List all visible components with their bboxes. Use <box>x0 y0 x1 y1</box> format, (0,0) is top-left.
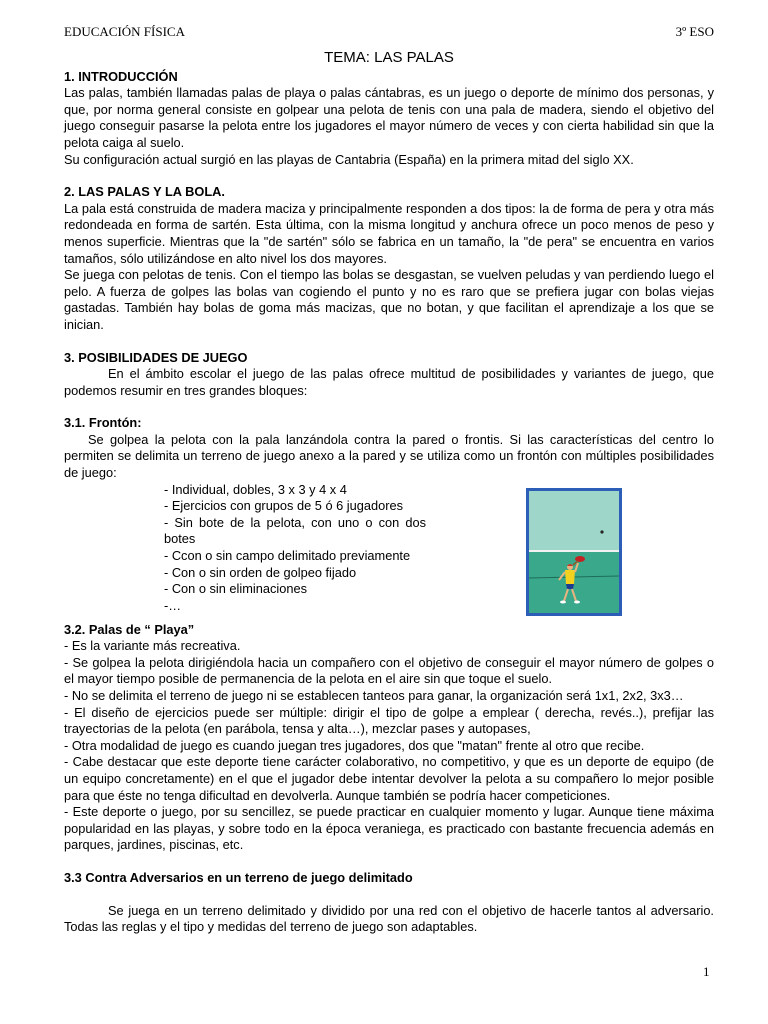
list-item: - Cabe destacar que este deporte tiene carácter colaborativo, no competitivo, y que es un deporte de equipo (de un equipo concretamente) en el que el jugador debe intentar devolver la pelota a su compañero lo mejor posible para que éste no tenga dificultad en devolverla. Aunque también se podría hacer competiciones. <box>64 754 714 803</box>
list-item: - Se golpea la pelota dirigiéndola hacia un compañero con el objetivo de conseguir el mayor número de golpes o el mayor tiempo posible de permanencia de la pelota en el aire sin que toque el suelo. <box>64 654 714 687</box>
section-3-3-paragraph: Se juega en un terreno delimitado y dividido por una red con el objetivo de hacerle tantos al adversario. Todas las reglas y el tipo y medidas del terreno de juego son adaptables. <box>64 902 714 935</box>
fronton-options-block <box>64 482 714 622</box>
list-item: - El diseño de ejercicios puede ser múltiple: dirigir el tipo de golpe a emplear ( derecha, revés..), prefijar las trayectorias de la pelota (en parábola, tensa y alta…), mezclar pases y autopases, <box>64 704 714 737</box>
page-header <box>64 20 714 44</box>
section-3-2-heading: 3.2. Palas de “ Playa” <box>64 621 195 637</box>
section-2-paragraph-1: La pala está construida de madera maciza y principalmente responden a dos tipos: la de forma de pera y otra más redondeada en forma de sartén. Esta última, con la misma longitud y anchura ofrece un poco menos de peso y menos superficie. Mientras que la "de sartén" sólo se fabrica en un tamaño, la "de pera" se encuentra en varios tamaños, sólo utilizándose en alto nivel los dos mayores. <box>64 200 714 266</box>
section-3-1-paragraph: Se golpea la pelota con la pala lanzándola contra la pared o frontis. Si las características del centro lo permiten se delimita un terreno de juego anexo a la pared y se utiliza como un frontón con múltiples posibilidades de juego: <box>64 431 714 481</box>
header-subject: EDUCACIÓN FÍSICA <box>64 23 185 39</box>
section-1-paragraph-1: Las palas, también llamadas palas de playa o palas cántabras, es un juego o deporte de mínimo dos personas, y que, por norma general consiste en golpear una pelota de tenis con una pala de madera, siendo el objetivo del juego conseguir pasarse la pelota entre los jugadores el mayor número de veces y con cierta habilidad sin que la pelota caiga al suelo. <box>64 85 714 150</box>
list-item: - Con o sin orden de golpeo fijado <box>164 564 357 580</box>
section-2-paragraph-2: Se juega con pelotas de tenis. Con el tiempo las bolas se desgastan, se vuelven peludas y van perdiendo luego el pelo. A fuerza de golpes las bolas van cogiendo el punto y no es raro que se prefiera jugar con bolas viejas gastadas. También hay bolas de goma más macizas, que no botan, y que facilitan el aprendizaje a los que se inician. <box>64 267 714 332</box>
section-3-paragraph: En el ámbito escolar el juego de las palas ofrece multitud de posibilidades y variantes de juego, que podemos resumir en tres grandes bloques: <box>64 366 714 398</box>
list-item: - Este deporte o juego, por su sencillez, se puede practicar en cualquier momento y lugar. Aunque tiene máxima popularidad en las playas, y sobre todo en la época veraniega, es practicado con bastante frecuencia además en parques, jardines, piscinas, etc. <box>64 804 714 853</box>
list-item: - Ccon o sin campo delimitado previamente <box>164 548 411 564</box>
list-item: - Ejercicios con grupos de 5 ó 6 jugadores <box>164 498 404 514</box>
section-3-3-heading: 3.3 Contra Adversarios en un terreno de juego delimitado <box>64 869 413 885</box>
header-course: 3º ESO <box>675 23 714 39</box>
fronton-player-illustration <box>526 488 622 616</box>
document-title: TEMA: LAS PALAS <box>324 49 454 66</box>
list-item: - Otra modalidad de juego es cuando juegan tres jugadores, dos que "matan" frente al otro que recibe. <box>64 737 645 753</box>
document-page <box>64 20 714 936</box>
section-2-heading: 2. LAS PALAS Y LA BOLA. <box>64 184 225 200</box>
list-item: - Individual, dobles, 3 x 3 y 4 x 4 <box>164 481 347 497</box>
page-number: 1 <box>703 964 710 979</box>
list-item: - Sin bote de la pelota, con uno o con dos botes <box>164 514 426 547</box>
list-item: -… <box>164 597 182 613</box>
list-item: - Con o sin eliminaciones <box>164 581 307 597</box>
section-3-heading: 3. POSIBILIDADES DE JUEGO <box>64 349 248 365</box>
section-1-paragraph-2: Su configuración actual surgió en las playas de Cantabria (España) en la primera mitad del siglo XX. <box>64 151 634 167</box>
fronton-options-list <box>164 482 426 615</box>
section-1-heading: 1. INTRODUCCIÓN <box>64 68 178 84</box>
list-item: - No se delimita el terreno de juego ni se establecen tanteos para ganar, la organización será 1x1, 2x2, 3x3… <box>64 688 684 704</box>
list-item: - Es la variante más recreativa. <box>64 638 241 654</box>
section-3-1-heading: 3.1. Frontón: <box>64 415 142 431</box>
